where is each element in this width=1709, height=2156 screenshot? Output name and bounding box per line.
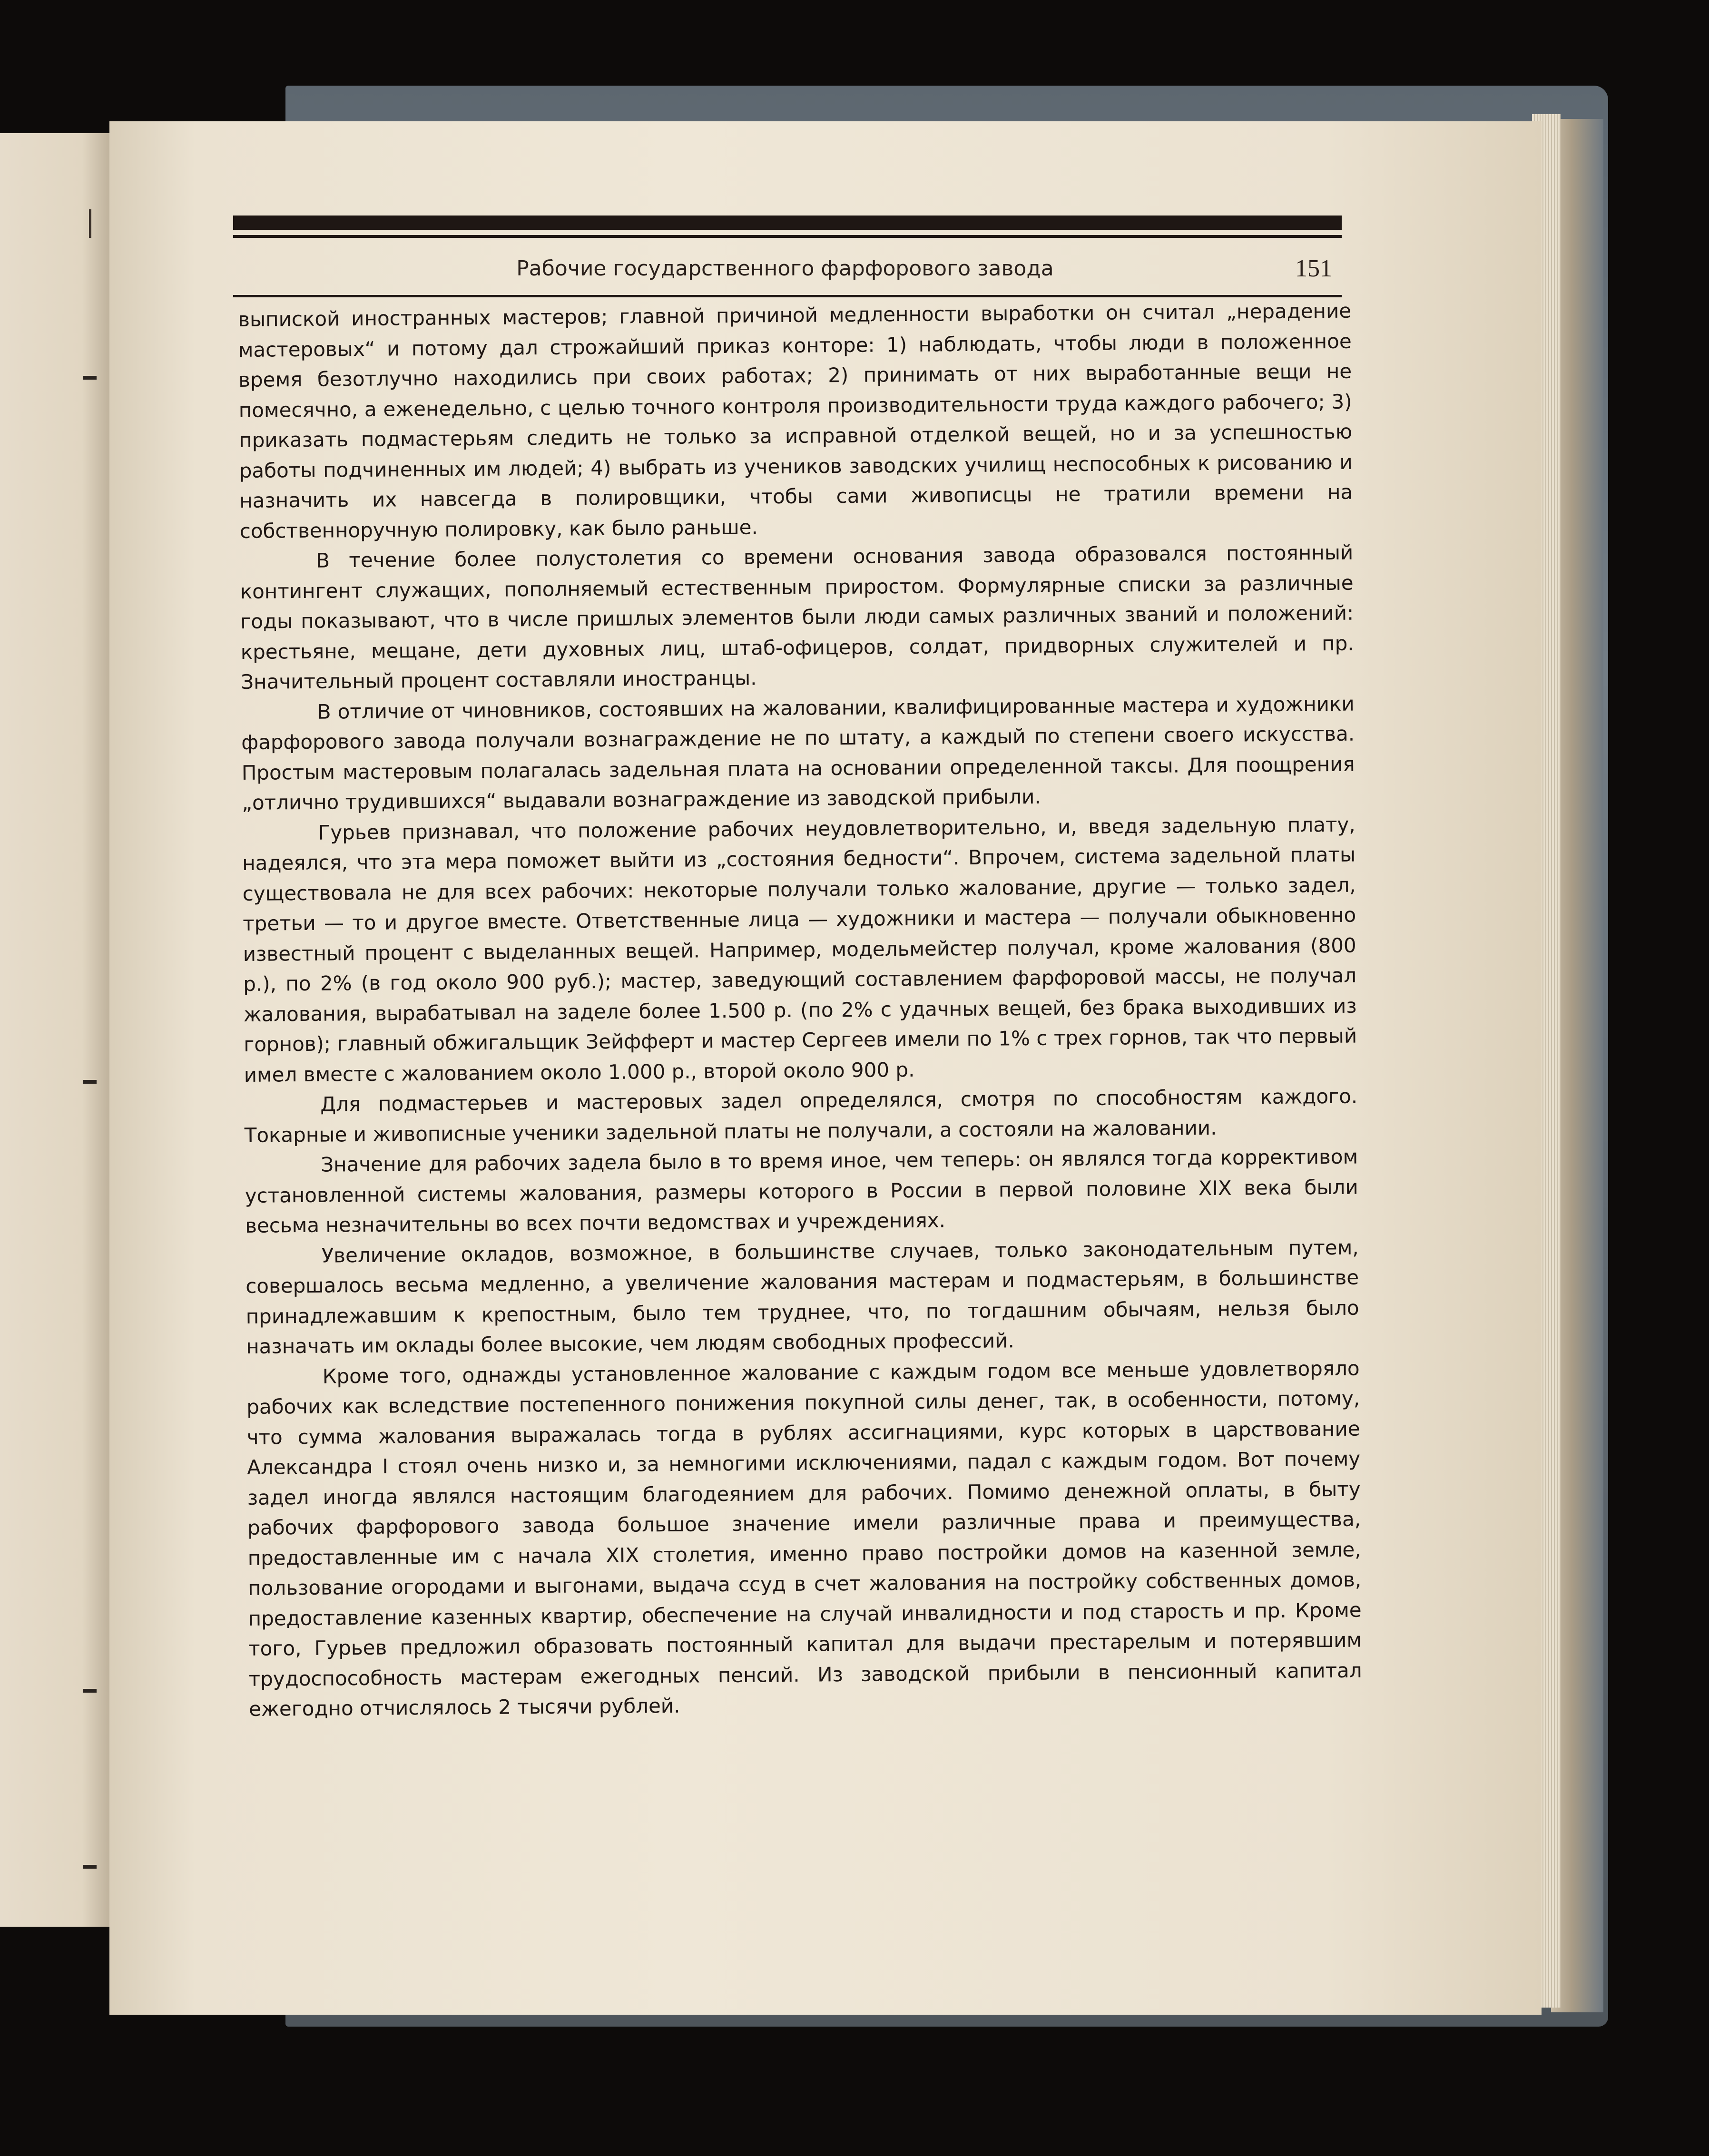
binding-thread — [83, 1689, 97, 1693]
paragraph: Для подмастерьев и мастеровых задел определялся, смотря по способностям каждого. Токарные и живописные ученики задельной платы не получали, а состояли на жаловании. — [244, 1084, 1358, 1147]
paragraph: Кроме того, однажды установленное жалование с каждым годом все меньше удовлетворяло рабочих как вследствие постепенного понижения покупной силы денег, так, в особенности, потому, что сумма жалования выражалась тогда в рублях ассигнациями, курс которых в царствование Александра I стоял очень низко и, за немногими исключениями, падал с каждым годом. Вот почему задел иногда являлся настоящим благодеянием для рабочих. Помимо денежной оплаты, в быту рабочих фарфорового завода большое значение имели различные права и преимущества, предоставленные им с начала XIX столетия, именно право постройки домов на казенной земле, пользование огородами и выгонами, выдача ссуд в счет жалования на постройку собственных домов, предоставление казенных квартир, обеспечение на случай инвалидности и под старость и пр. Кроме того, Гурьев предложил образовать постоянный капитал для выдачи престарелым и потерявшим трудоспособность мастерам ежегодных пенсий. Из заводской прибыли в пенсионный капитал ежегодно отчислялось 2 тысячи рублей. — [246, 1356, 1362, 1721]
paragraph: Значение для рабочих задела было в то время иное, чем теперь: он являлся тогда коррективом установленной системы жалования, размеры которого в России в первой половине XIX века были весьма незначительны во всех почти ведомствах и учреждениях. — [245, 1145, 1358, 1237]
paragraph: Гурьев признавал, что положение рабочих неудовлетворительно, и, введя задельную плату, надеялся, что эта мера поможет выйти из „состояния бедности“. Впрочем, система задельной платы существовала не для всех рабочих: некоторые получали только жалование, другие — только задел, третьи — то и другое вместе. Ответственные лица — художники и мастера — получали обыкновенно известный процент с выделанных вещей. Например, модельмейстер получал, кроме жалования (800 р.), по 2% (в год около 900 руб.); мастер, заведующий составлением фарфоровой массы, не получал жалования, вырабатывал на заделе более 1.500 р. (по 2% с удачных вещей, без брака выходивших из горнов); главный обжигальщик Зейфферт и мастер Сергеев имели по 1% с трех горнов, так что первый имел вместе с жалованием около 1.000 р., второй около 900 р. — [242, 813, 1357, 1087]
binding-thread — [83, 1865, 97, 1869]
binding-thread — [83, 1080, 97, 1084]
body-text — [238, 296, 1362, 1725]
binding-marks — [83, 143, 102, 1903]
paragraph: выпиской иностранных мастеров; главной причиной медленности выработки он считал „нерадение мастеровых“ и потому дал строжайший приказ конторе: 1) наблюдать, чтобы люди в положенное время безотлучно находились при своих работах; 2) принимать от них выработанные вещи не помесячно, а еженедельно, с целью точного контроля производительности труда каждого рабочего; 3) приказать подмастерьям следить не только за исправной отделкой вещей, но и за успешностью работы подчиненных им людей; 4) выбрать из учеников заводских училищ неспособных к рисованию и назначить их навсегда в полировщики, чтобы сами живописцы не тратили времени на собственноручную полировку, как было раньше. — [238, 299, 1353, 543]
running-title: Рабочие государственного фарфорового завода — [516, 256, 1054, 281]
header-rule-thick — [233, 216, 1342, 230]
page-number: 151 — [1295, 255, 1332, 282]
paragraph: В течение более полустолетия со времени основания завода образовался постоянный контингент служащих, пополняемый естественным приростом. Формулярные списки за различные годы показывают, что в числе пришлых элементов были люди самых различных званий и положений: крестьяне, мещане, дети духовных лиц, штаб-офицеров, солдат, придворных служителей и пр. Значительный процент составляли иностранцы. — [240, 540, 1354, 694]
paragraph: В отличие от чиновников, состоявших на жаловании, квалифицированные мастера и художники фарфорового завода получали вознаграждение не по штату, а каждый по степени своего искусства. Простым мастеровым полагалась задельная плата на основании определенной таксы. Для поощрения „отлично трудившихся“ выдавали вознаграждение из заводской прибыли. — [241, 692, 1355, 814]
running-head — [238, 247, 1332, 290]
binding-thread — [89, 209, 91, 238]
header-rule-thin — [233, 235, 1342, 238]
binding-thread — [83, 376, 97, 380]
paragraph: Увеличение окладов, возможное, в большинстве случаев, только законодательным путем, совершалось весьма медленно, а увеличение жалования мастерам и подмастерьям, в большинстве принадлежавшим к крепостным, было тем труднее, что, по тогдашним обычаям, нельзя было назначать им оклады более высокие, чем людям свободных профессий. — [246, 1235, 1359, 1358]
